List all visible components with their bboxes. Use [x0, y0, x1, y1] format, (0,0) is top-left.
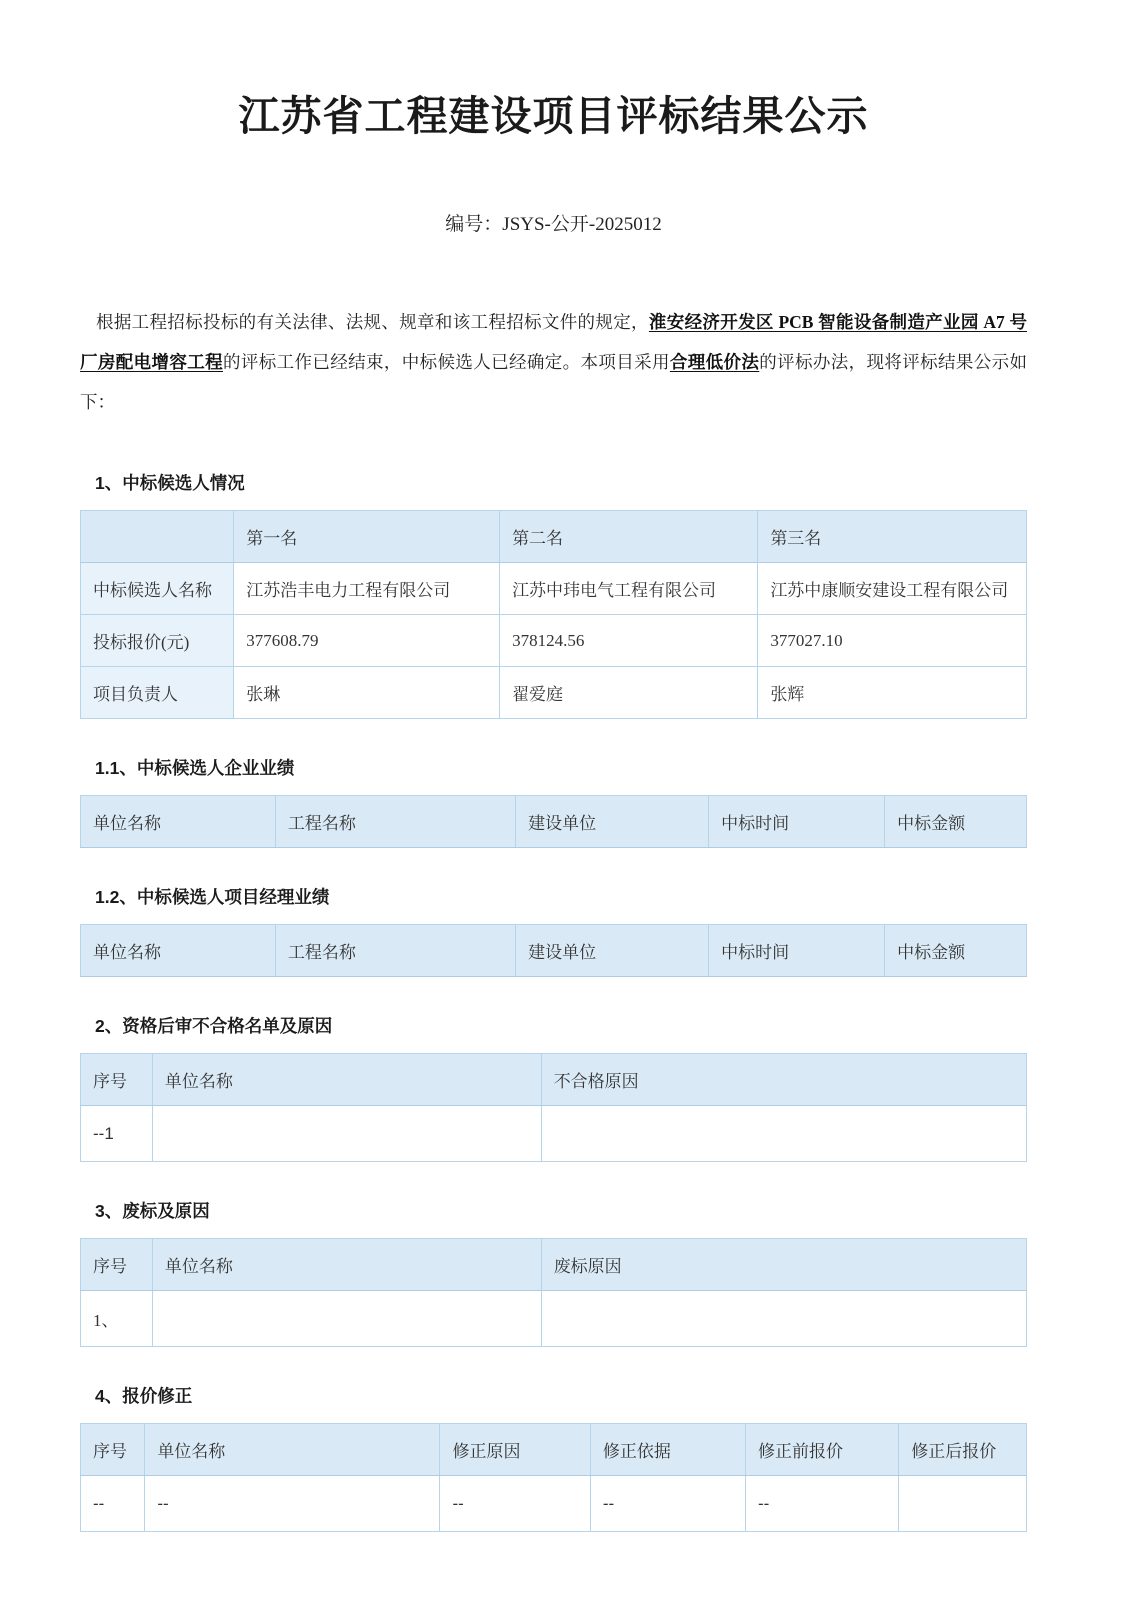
- table-header-row: [81, 1424, 1027, 1476]
- table-cell: 378124.56: [500, 615, 758, 667]
- table-cell: 张辉: [758, 667, 1027, 719]
- project-name: 淮安经济开发区 PCB 智能设备制造产业园 A7 号厂房配电增容工程: [80, 312, 1028, 373]
- header-unit-name: 单位名称: [145, 1424, 440, 1476]
- table-row-project-manager: [81, 667, 1027, 719]
- header-construction-unit: 建设单位: [516, 796, 709, 848]
- section1-heading: 1、中标候选人情况: [95, 473, 245, 494]
- intro-text-1: 根据工程招标投标的有关法律、法规、规章和该工程招标文件的规定，: [96, 312, 649, 333]
- section2-heading: 2、资格后审不合格名单及原因: [95, 1016, 333, 1037]
- table-cell: [899, 1476, 1027, 1532]
- header-award-time: 中标时间: [709, 925, 885, 977]
- intro-text-3: 的评标办法，现将评标结果公示如下：: [80, 352, 1027, 413]
- section3-heading: 3、废标及原因: [95, 1201, 210, 1222]
- header-unit-name: 单位名称: [152, 1239, 541, 1291]
- header-price-after: 修正后报价: [899, 1424, 1027, 1476]
- section4-heading: 4、报价修正: [95, 1386, 193, 1407]
- table-row-candidate-name: [81, 563, 1027, 615]
- header-unqualified-reason: 不合格原因: [541, 1054, 1026, 1106]
- rank2-header: 第二名: [500, 511, 758, 563]
- header-unit-name: 单位名称: [81, 925, 276, 977]
- table-row: [81, 1291, 1027, 1347]
- table-cell: 张琳: [234, 667, 500, 719]
- serial-cell: --: [81, 1476, 145, 1532]
- table-row: [81, 1106, 1027, 1162]
- doc-number: 编号：JSYS-公开-2025012: [445, 214, 662, 236]
- header-unit-name: 单位名称: [152, 1054, 541, 1106]
- table-cell: [541, 1106, 1026, 1162]
- table-cell: 江苏中玮电气工程有限公司: [500, 563, 758, 615]
- table-cell: [541, 1291, 1026, 1347]
- manager-performance-table: [80, 924, 1027, 977]
- header-construction-unit: 建设单位: [516, 925, 709, 977]
- header-project-name: 工程名称: [275, 925, 515, 977]
- table-cell: --: [440, 1476, 590, 1532]
- section1-2-heading: 1.2、中标候选人项目经理业绩: [95, 887, 330, 908]
- table-header-row: [81, 796, 1027, 848]
- table-header-row: [81, 1054, 1027, 1106]
- header-serial: 序号: [81, 1054, 153, 1106]
- header-project-name: 工程名称: [275, 796, 515, 848]
- header-unit-name: 单位名称: [81, 796, 276, 848]
- serial-cell: --1: [81, 1106, 153, 1162]
- table-cell: 江苏浩丰电力工程有限公司: [234, 563, 500, 615]
- header-rejection-reason: 废标原因: [541, 1239, 1026, 1291]
- table-header-row: [81, 925, 1027, 977]
- price-correction-table: [80, 1423, 1027, 1532]
- table-cell: --: [746, 1476, 899, 1532]
- table-header-row: [81, 511, 1027, 563]
- table-cell: 377608.79: [234, 615, 500, 667]
- serial-cell: 1、: [81, 1291, 153, 1347]
- header-correction-reason: 修正原因: [440, 1424, 590, 1476]
- section1-1-heading: 1.1、中标候选人企业业绩: [95, 758, 295, 779]
- header-serial: 序号: [81, 1424, 145, 1476]
- rejected-bids-table: [80, 1238, 1027, 1347]
- table-cell: [152, 1291, 541, 1347]
- table-cell: 377027.10: [758, 615, 1027, 667]
- evaluation-method: 合理低价法: [669, 352, 760, 373]
- intro-paragraph: [80, 302, 1027, 422]
- table-cell: --: [145, 1476, 440, 1532]
- enterprise-performance-table: [80, 795, 1027, 848]
- header-award-amount: 中标金额: [885, 796, 1027, 848]
- table-header-row: [81, 1239, 1027, 1291]
- header-serial: 序号: [81, 1239, 153, 1291]
- candidates-table: [80, 510, 1027, 719]
- header-correction-basis: 修正依据: [590, 1424, 745, 1476]
- rank3-header: 第三名: [758, 511, 1027, 563]
- header-award-amount: 中标金额: [885, 925, 1027, 977]
- rank1-header: 第一名: [234, 511, 500, 563]
- table-cell: --: [590, 1476, 745, 1532]
- corner-cell: [81, 511, 234, 563]
- table-cell: 江苏中康顺安建设工程有限公司: [758, 563, 1027, 615]
- header-price-before: 修正前报价: [746, 1424, 899, 1476]
- table-row: [81, 1476, 1027, 1532]
- header-award-time: 中标时间: [709, 796, 885, 848]
- row-label: 项目负责人: [81, 667, 234, 719]
- table-cell: 翟爱庭: [500, 667, 758, 719]
- table-cell: [152, 1106, 541, 1162]
- intro-text-2: 的评标工作已经结束，中标候选人已经确定。本项目采用: [223, 352, 670, 373]
- row-label: 中标候选人名称: [81, 563, 234, 615]
- row-label: 投标报价(元): [81, 615, 234, 667]
- table-row-bid-price: [81, 615, 1027, 667]
- unqualified-table: [80, 1053, 1027, 1162]
- page-title: 江苏省工程建设项目评标结果公示: [238, 93, 869, 139]
